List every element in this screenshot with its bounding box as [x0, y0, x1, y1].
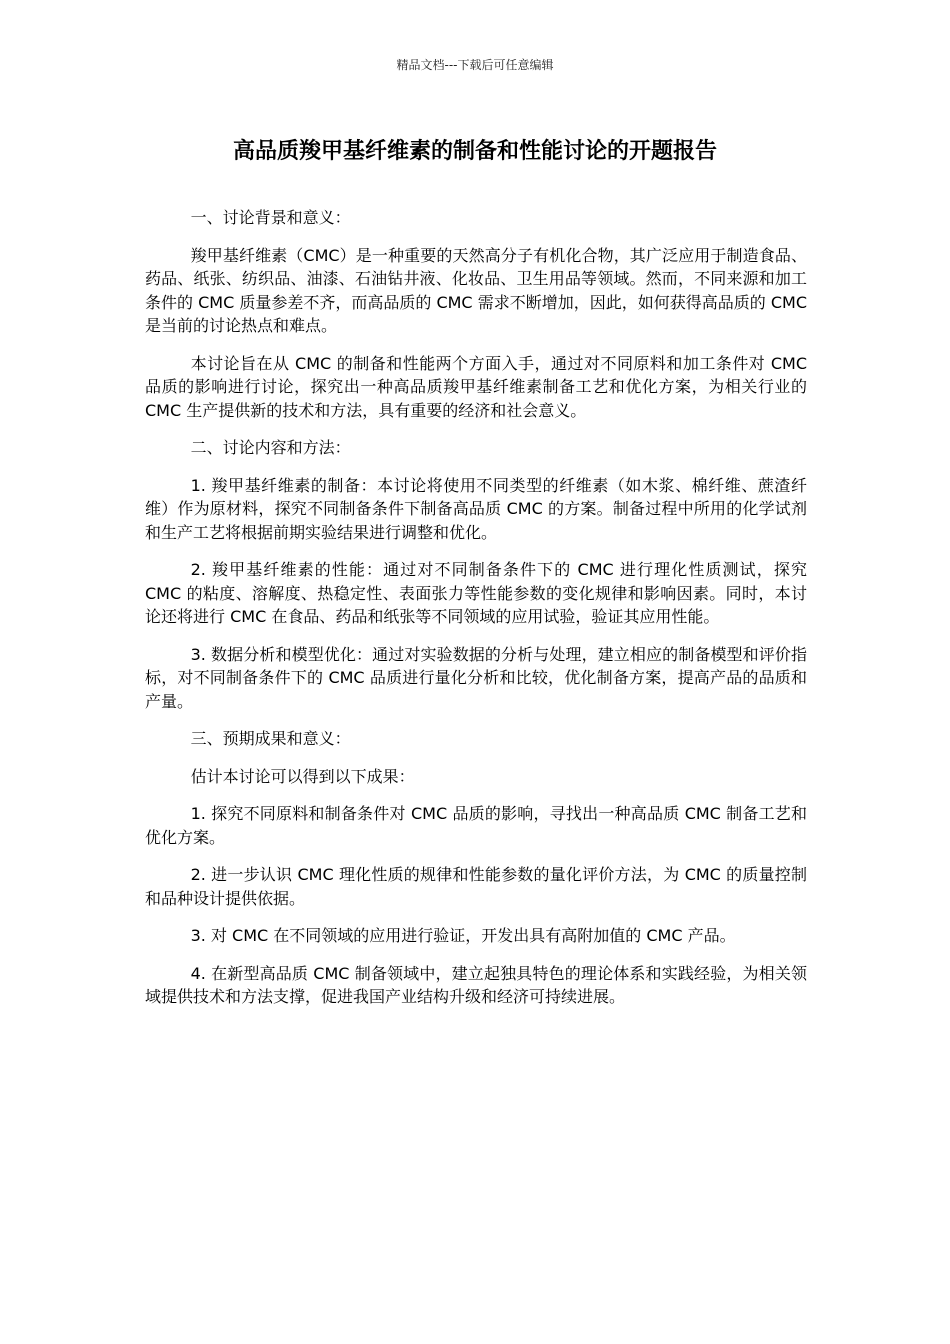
section-heading-content-methods: 二、讨论内容和方法： — [190, 438, 351, 457]
paragraph-result-3: 3. 对 CMC 在不同领域的应用进行验证，开发出具有高附加值的 CMC 产品。 — [190, 926, 736, 945]
paragraph-item-data-analysis: 3. 数据分析和模型优化：通过对实验数据的分析与处理，建立相应的制备模型和评价指标，对不同制备条件下的 CMC 品质进行量化分析和比较，优化制备方案，提高产品的品质和产量。 — [145, 644, 807, 711]
section-heading-expected-results: 三、预期成果和意义： — [190, 729, 351, 748]
page-header: 精品文档---下载后可任意编辑 — [396, 58, 554, 72]
paragraph-item-preparation: 1. 羧甲基纤维素的制备：本讨论将使用不同类型的纤维素（如木浆、棉纤维、蔗渣纤维）作为原材料，探究不同制备条件下制备高品质 CMC 的方案。制备过程中所用的化学试剂和生产工艺将根据前期实验结果进行调整和优化。 — [145, 475, 807, 542]
paragraph-result-1: 1. 探究不同原料和制备条件对 CMC 品质的影响，寻找出一种高品质 CMC 制备工艺和优化方案。 — [145, 804, 807, 847]
paragraph-result-2: 2. 进一步认识 CMC 理化性质的规律和性能参数的量化评价方法，为 CMC 的质量控制和品种设计提供依据。 — [145, 865, 807, 908]
section-heading-background: 一、讨论背景和意义： — [190, 208, 351, 227]
paragraph-item-properties: 2. 羧甲基纤维素的性能：通过对不同制备条件下的 CMC 进行理化性质测试，探究 CMC 的粘度、溶解度、热稳定性、表面张力等性能参数的变化规律和影响因素。同时，本讨论还将进行 CMC 在食品、药品和纸张等不同领域的应用试验，验证其应用性能。 — [145, 560, 807, 626]
paragraph-result-4: 4. 在新型高品质 CMC 制备领域中，建立起独具特色的理论体系和实践经验，为相关领域提供技术和方法支撑，促进我国产业结构升级和经济可持续进展。 — [145, 963, 807, 1006]
paragraph-research-aim: 本讨论旨在从 CMC 的制备和性能两个方面入手，通过对不同原料和加工条件对 CMC 品质的影响进行讨论，探究出一种高品质羧甲基纤维素制备工艺和优化方案，为相关行业的 CMC 生产提供新的技术和方法，具有重要的经济和社会意义。 — [145, 353, 807, 420]
document-title: 高品质羧甲基纤维素的制备和性能讨论的开题报告 — [232, 139, 717, 164]
paragraph-cmc-intro: 羧甲基纤维素（CMC）是一种重要的天然高分子有机化合物，其广泛应用于制造食品、药品、纸张、纺织品、油漆、石油钻井液、化妆品、卫生用品等领域。然而，不同来源和加工条件的 CMC 质量参差不齐，而高品质的 CMC 需求不断增加，因此，如何获得高品质的 CMC 是当前的讨论热点和难点。 — [145, 245, 807, 335]
paragraph-results-intro: 估计本讨论可以得到以下成果： — [190, 766, 415, 786]
document-body — [145, 206, 807, 1023]
